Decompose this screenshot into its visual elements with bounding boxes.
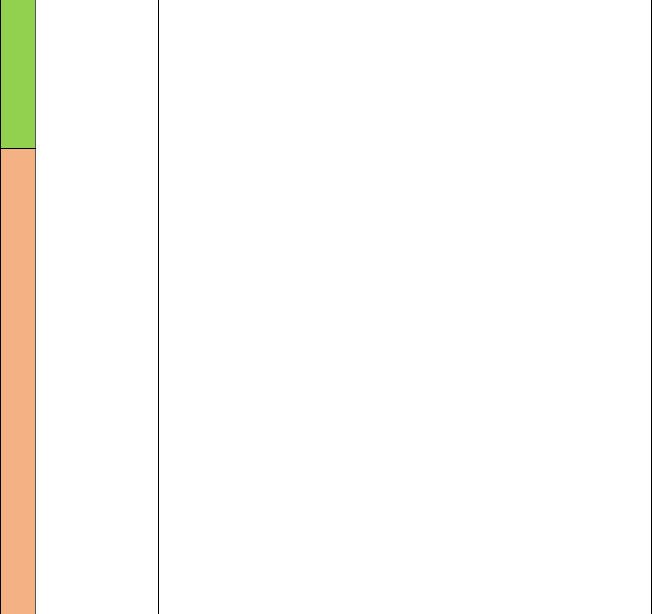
section-band-previous <box>0 0 36 148</box>
section-divider <box>0 148 36 149</box>
section-band-nurse <box>0 148 36 614</box>
column-divider <box>158 0 159 614</box>
left-border <box>0 0 1 614</box>
